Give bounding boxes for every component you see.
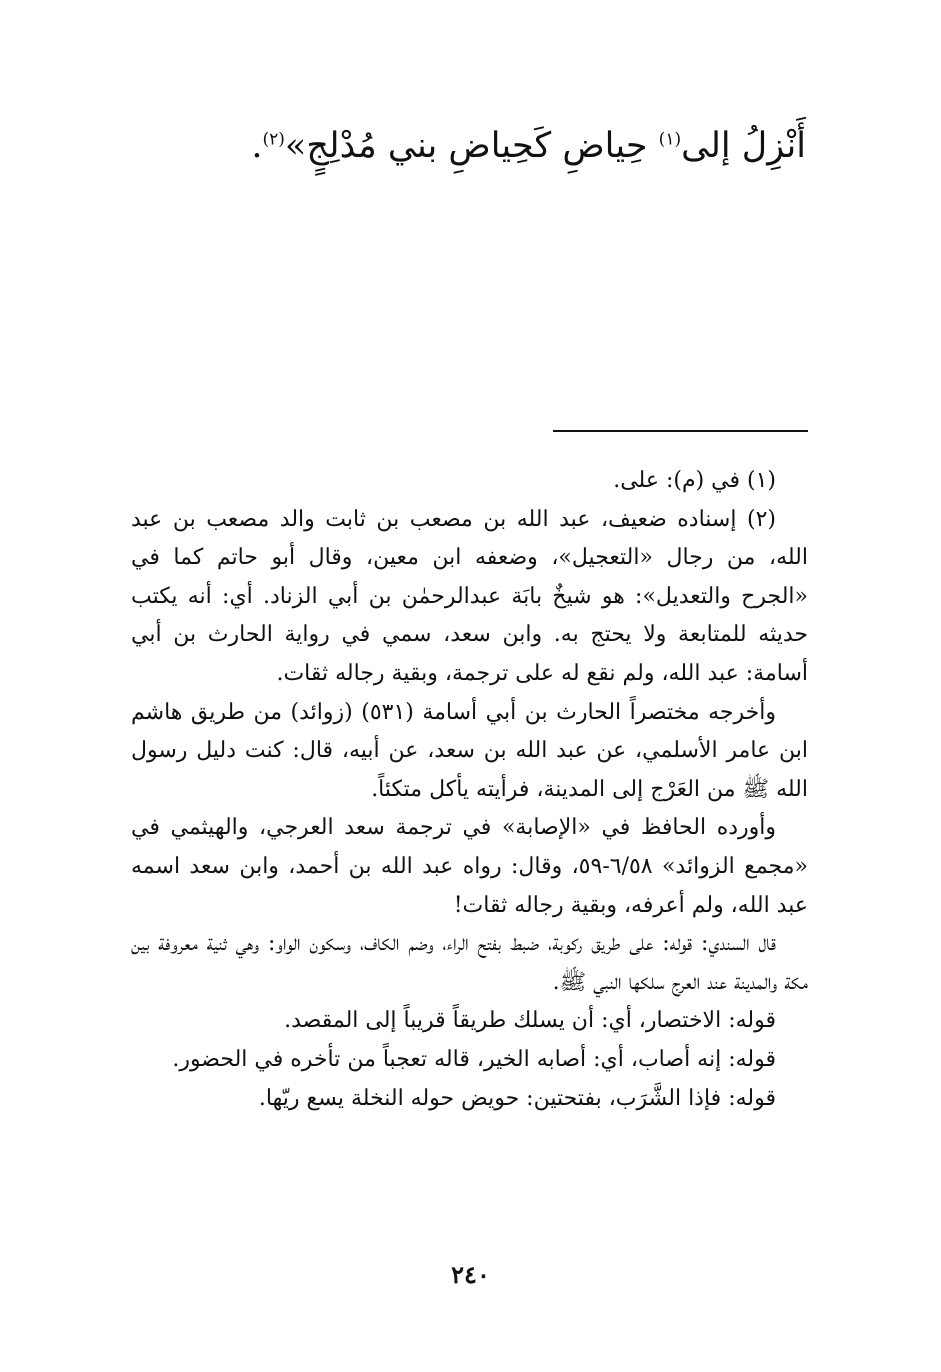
main-text: [126, 118, 806, 174]
footnote-ref-2[interactable]: (٢): [262, 129, 285, 150]
footnote-2: (٢) إسناده ضعيف، عبد الله بن مصعب بن ثابت والد مصعب بن عبد الله، من رجال «التعجيل»، وضعفه ابن معين، وقال أبو حاتم كما في «الجرح والتعديل»: هو شيخٌ بابَة عبدالرحمٰن بن أبي الزناد. أي: أنه يكتب حديثه للمتابعة ولا يحتج به. وابن سعد، سمي في رواية الحارث بن أبي أسامة: عبد الله، ولم نقع له على ترجمة، وبقية رجاله ثقات.: [131, 506, 808, 686]
footnote-paragraph: وأورده الحافظ في «الإصابة» في ترجمة سعد العرجي، والهيثمي في «مجمع الزوائد» ٦/٥٨-٥٩، وقال: رواه عبد الله بن أحمد، وابن سعد اسمه عبد الله، ولم أعرفه، وبقية رجاله ثقات!: [131, 815, 808, 918]
main-text-start: أَنْزِلُ إلى: [681, 126, 806, 166]
footnotes: [131, 462, 808, 1118]
footnote-paragraph: قوله: الاختصار، أي: أن يسلك طريقاً قريباً إلى المقصد.: [284, 1008, 776, 1034]
footnote-paragraph: قال السندي: قوله: على طريق ركوبة، ضبط بفتح الراء، وضم الكاف، وسكون الواو: وهي ثنية معروفة بين مكة والمدينة عند العرج سلكها النبي ﷺ.: [131, 931, 808, 995]
footnote-1: (١) في (م): على.: [613, 468, 776, 493]
footnote-paragraph: وأخرجه مختصراً الحارث بن أبي أسامة (٥٣١) (زوائد) من طريق هاشم ابن عامر الأسلمي، عن عبد الله بن سعد، عن أبيه، قال: كنت دليل رسول الله ﷺ من العَرْج إلى المدينة، فرأيته يأكل متكئاً.: [131, 699, 808, 802]
footnote-ref-1[interactable]: (١): [658, 129, 682, 150]
footnote-paragraph: قوله: فإذا الشَّرَب، بفتحتين: حويض حوله النخلة يسع ريّها.: [258, 1085, 776, 1111]
page-number: ٢٤٠: [451, 1260, 490, 1289]
footnote-separator: [553, 430, 808, 432]
main-text-end: .: [251, 126, 263, 166]
main-text-continued: حِياضِ كَحِياضِ بني مُدْلِجٍ»: [284, 126, 648, 166]
footnote-paragraph: قوله: إنه أصاب، أي: أصابه الخير، قاله تعجباً من تأخره في الحضور.: [172, 1046, 776, 1072]
